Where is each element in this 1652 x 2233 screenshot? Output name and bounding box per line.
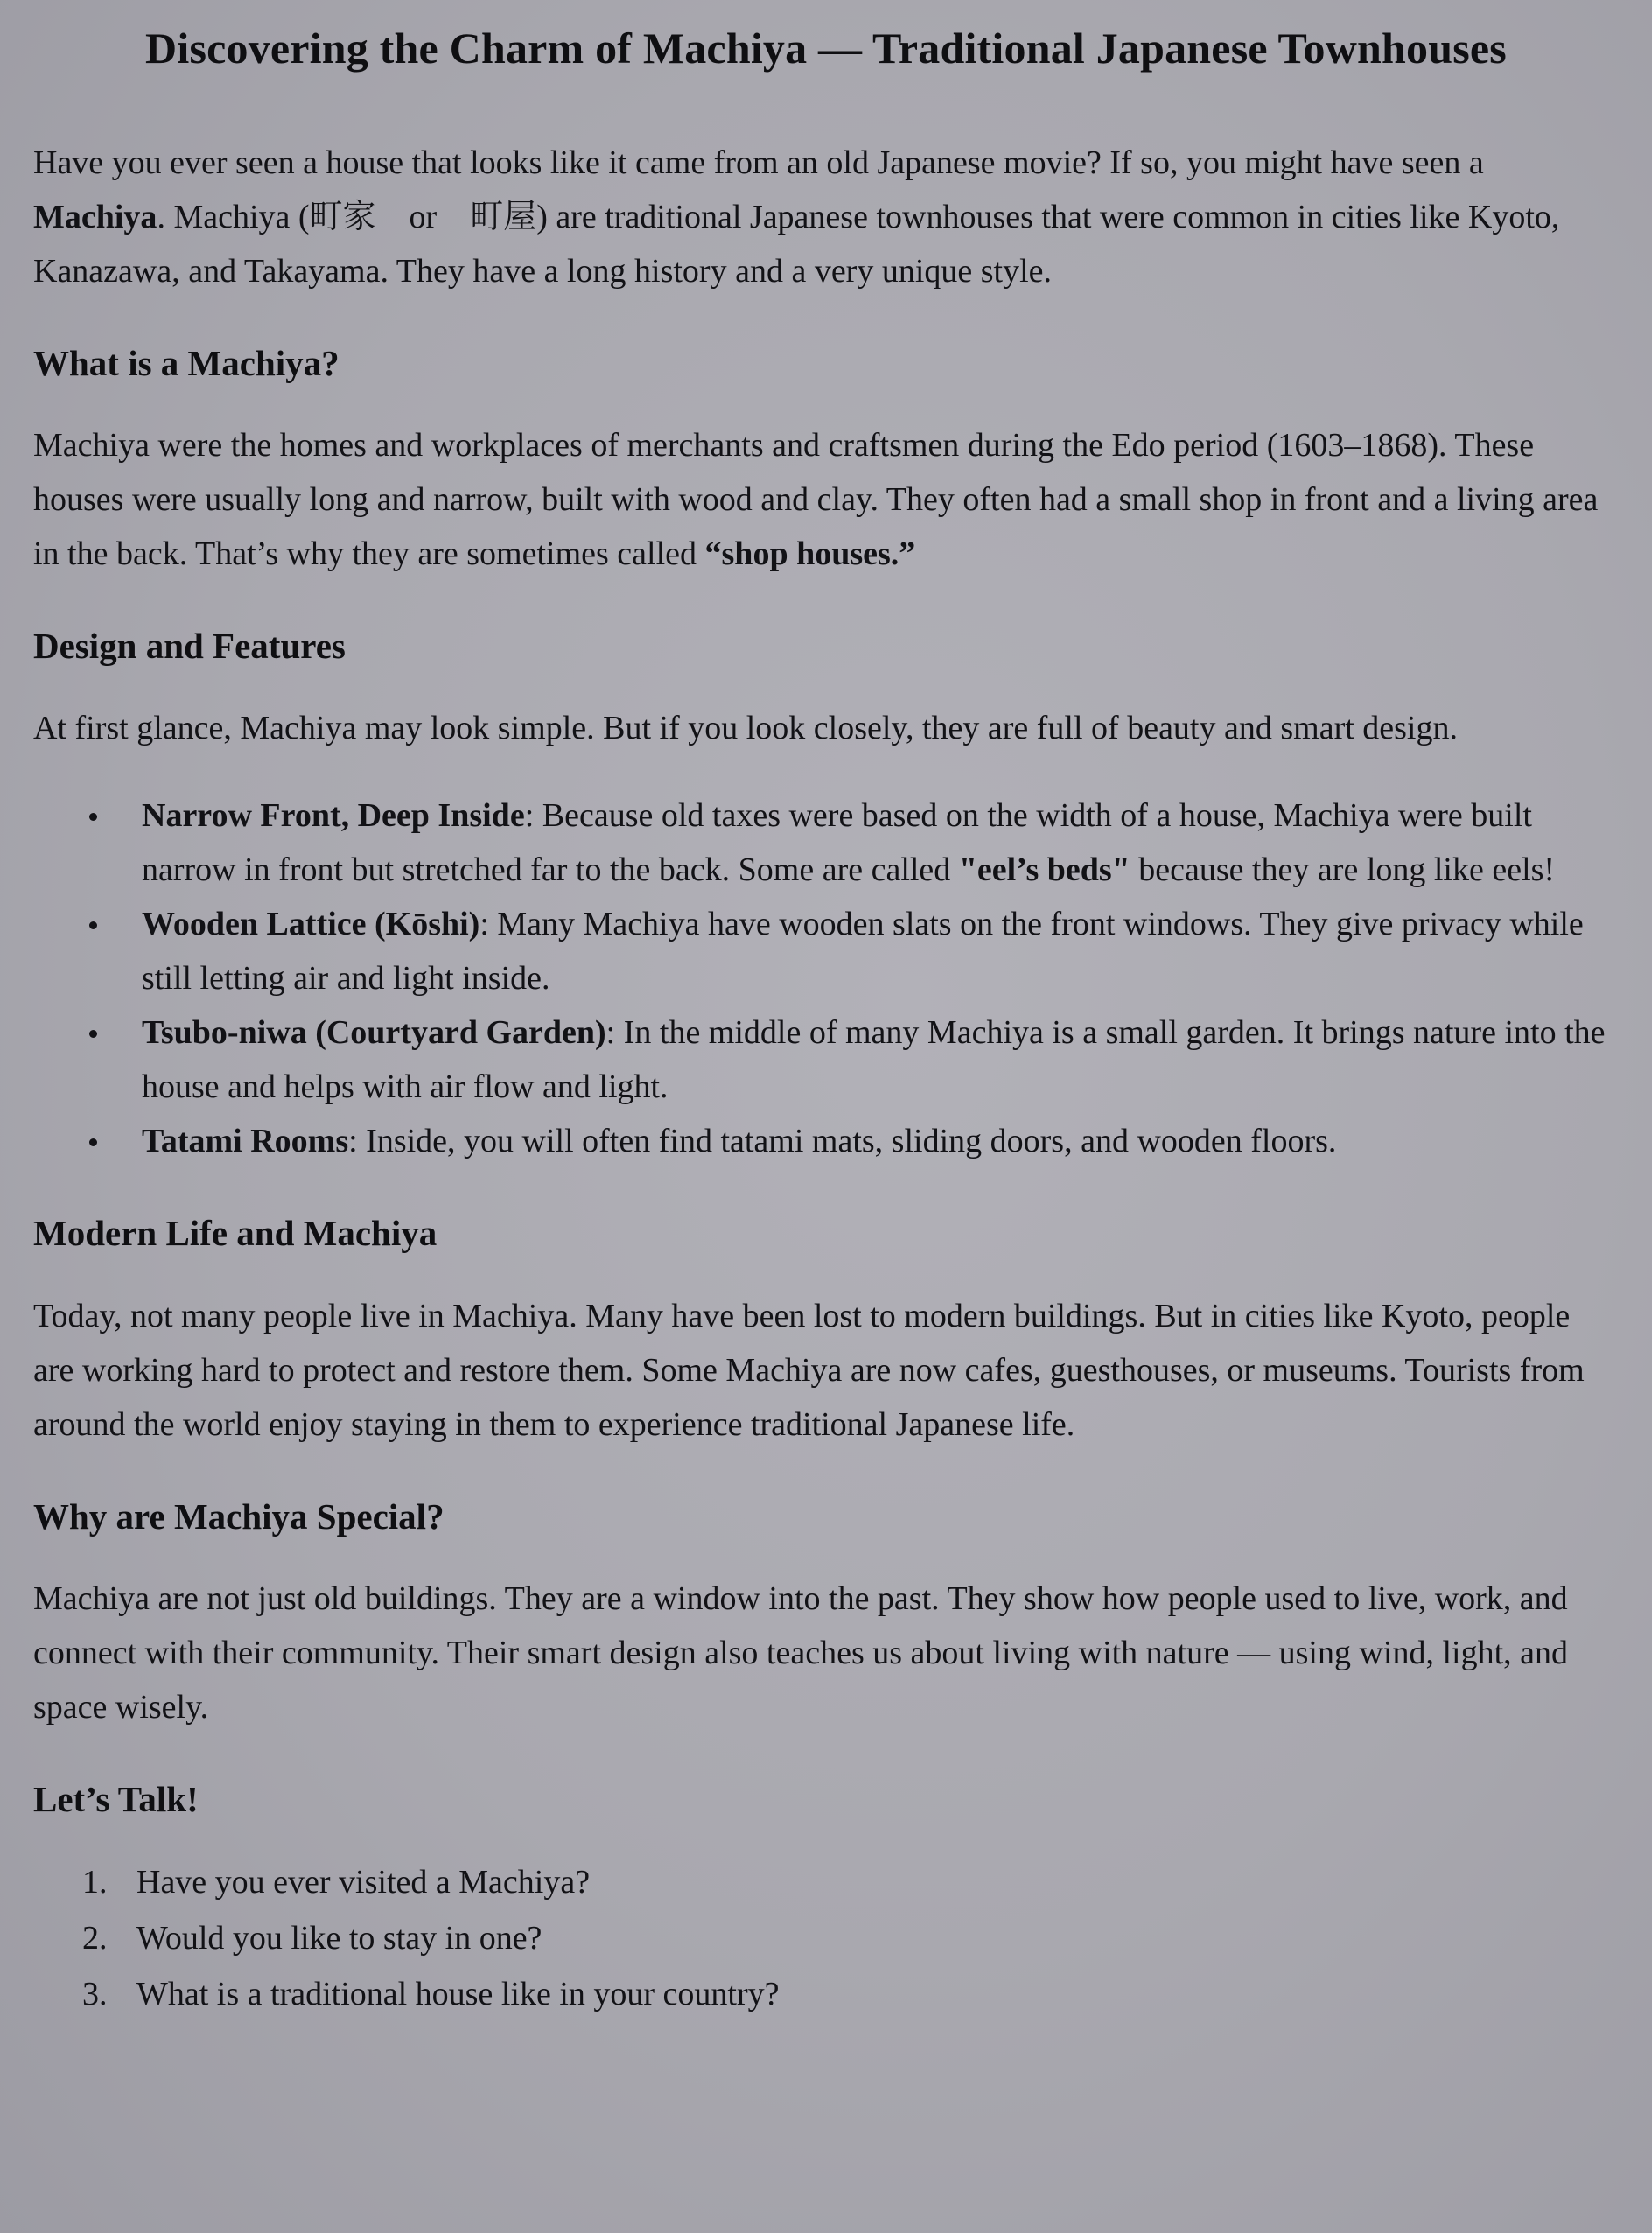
list-item <box>33 788 1619 897</box>
feature-text: : Inside, you will often find tatami mats, sliding doors, and wooden floors. <box>348 1123 1337 1160</box>
feature-text: : Because old taxes were based on the width of a house, Machiya were built narrow in front but stretched far to the back. Some are called <box>142 797 1532 889</box>
design-intro-paragraph: At first glance, Machiya may look simple. But if you look closely, they are full of beauty and smart design. <box>33 710 1458 747</box>
question-number: 3. <box>82 1975 108 2012</box>
list-item <box>33 1910 1619 1966</box>
modern-paragraph: Today, not many people live in Machiya. Many have been lost to modern buildings. But in cities like Kyoto, people are working hard to protect and restore them. Some Machiya are now cafes, guesthouses, or museums. Tourists from around the world enjoy staying in them to experience traditional Japanese life. <box>33 1297 1585 1443</box>
question-text: Have you ever visited a Machiya? <box>136 1863 591 1900</box>
feature-text: : In the middle of many Machiya is a small garden. It brings nature into the house and helps with air flow and light. <box>142 1014 1606 1106</box>
feature-text-end: because they are long like eels! <box>1130 851 1556 889</box>
what-paragraph <box>33 418 1619 581</box>
features-list <box>33 788 1619 1168</box>
heading-modern-life: Modern Life and Machiya <box>33 1213 438 1254</box>
heading-design-features: Design and Features <box>33 626 346 667</box>
eels-beds-term: "eel’s beds" <box>958 851 1130 889</box>
special-paragraph: Machiya are not just old buildings. They are a window into the past. They show how people used to live, work, and connect with their community. Their smart design also teaches us about living with nature — using wind, light, and space wisely. <box>33 1579 1569 1726</box>
intro-text-start: Have you ever seen a house that looks like it came from an old Japanese movie? If so, you might have seen a <box>33 144 1484 181</box>
list-item <box>33 1005 1619 1114</box>
question-text: Would you like to stay in one? <box>136 1919 542 1956</box>
question-number: 2. <box>82 1919 108 1956</box>
intro-text-end: . Machiya (町家 or 町屋) are traditional Japanese townhouses that were common in cities like Kyoto, Kanazawa, and Takayama. They have a long history and a very unique style. <box>33 199 1560 290</box>
list-item <box>33 1114 1619 1168</box>
document-page <box>33 18 1619 2022</box>
heading-what-is-machiya: What is a Machiya? <box>33 343 340 383</box>
feature-term: Tsubo-niwa (Courtyard Garden) <box>142 1014 606 1052</box>
what-shop-houses-term: “shop houses.” <box>704 536 916 573</box>
what-text: Machiya were the homes and workplaces of merchants and craftsmen during the Edo period (1603–1868). These houses were usually long and narrow, built with wood and clay. They often had a small shop in front and a living area in the back. That’s why they are sometimes called <box>33 427 1599 573</box>
feature-text: : Many Machiya have wooden slats on the front windows. They give privacy while still letting air and light inside. <box>142 906 1584 998</box>
feature-term: Wooden Lattice (Kōshi) <box>142 906 480 943</box>
heading-why-special: Why are Machiya Special? <box>33 1495 444 1536</box>
list-item <box>33 897 1619 1005</box>
question-number: 1. <box>82 1863 108 1900</box>
question-text: What is a traditional house like in your country? <box>136 1975 780 2012</box>
list-item <box>33 1966 1619 2022</box>
list-item <box>33 1854 1619 1910</box>
feature-term: Narrow Front, Deep Inside <box>142 797 525 835</box>
feature-term: Tatami Rooms <box>142 1123 349 1160</box>
heading-lets-talk: Let’s Talk! <box>33 1778 199 1819</box>
questions-list <box>33 1854 1619 2022</box>
intro-machiya-term: Machiya <box>33 199 158 235</box>
intro-paragraph <box>33 136 1619 298</box>
document-title: Discovering the Charm of Machiya — Traditional Japanese Townhouses <box>145 24 1507 73</box>
